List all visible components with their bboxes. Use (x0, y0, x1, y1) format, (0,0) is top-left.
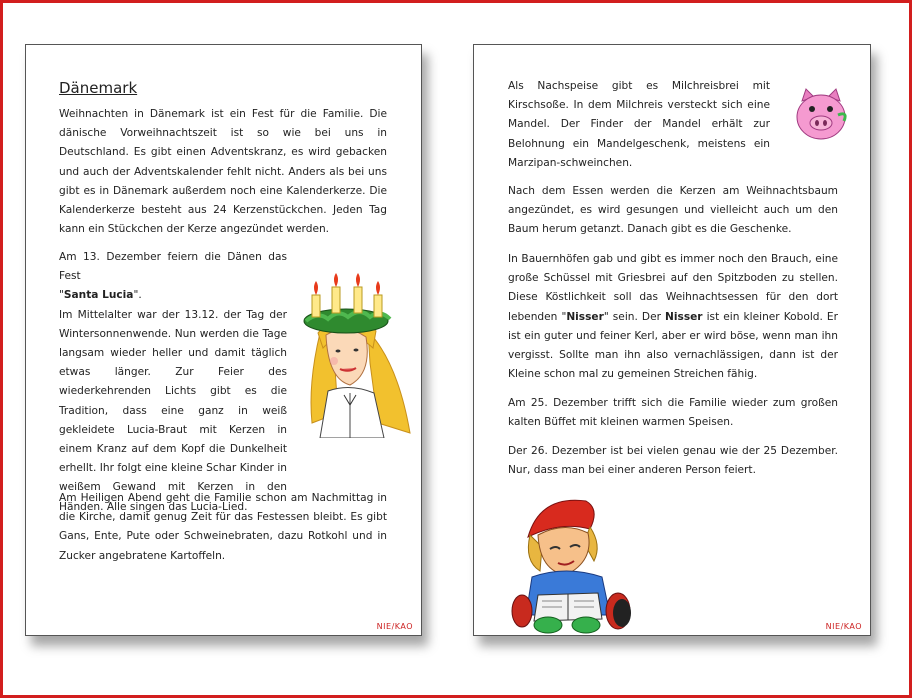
page-title: Dänemark (59, 79, 138, 97)
tree-paragraph (508, 182, 838, 250)
dec25-paragraph (508, 394, 838, 442)
dessert-paragraph (508, 77, 770, 183)
author-signature: NIE/KAO (825, 622, 862, 631)
lucia-name-line: "Santa Lucia". (59, 289, 142, 302)
lucia-line1: Am 13. Dezember feiern die Dänen das Fest (59, 251, 287, 283)
marzipan-pig-illustration (792, 87, 850, 143)
dec26-paragraph (508, 442, 838, 490)
paragraph-dessert: Als Nachspeise gibt es Milchreisbrei mit Kirschsoße. In dem Milchreis versteckt sich eine Mandel. Der Finder der Mandel erhält zur Belohnung ein Mandelgeschenk, meistens ein Marzipan-schweinchen. (508, 80, 770, 169)
paragraph-dec25: Am 25. Dezember trifft sich die Familie wieder zum großen kalten Büffet mit kleinen warmen Speisen. (508, 397, 838, 429)
lucia-rest: Im Mittelalter war der 13.12. der Tag der Wintersonnenwende. Nun werden die Tage langsam wieder heller und damit täglich etwas länger. Zur Feier des wiederkehrenden Lichts gibt es die Tradition, dass eine ganz in weiß gekleidete Lucia-Braut mit Kerzen in einem Kranz auf dem Kopf die Dunkelheit erhellt. Ihr folgt eine kleine Schar Kinder in weißem Gewand mit Kerzen in den Händen. Alle singen das Lucia-Lied. (59, 308, 287, 513)
worksheet-page-left (25, 44, 422, 636)
paragraph-nisser: In Bauernhöfen gab und gibt es immer noch den Brauch, eine große Schüssel mit Griesbrei auf den Spitzboden zu stellen. Diese Köstlichkeit soll das Weihnachtsessen für den dort lebenden "Nisser" sein. Der Nisser ist ein kleiner Kobold. Er ist ein guter und feiner Kerl, aber er wird böse, wenn man ihn vergisst. Sollte man ihn also vernachlässigen, dann ist der Kleine schon mal zu gemeinen Streichen fähig. (508, 253, 838, 381)
nisser-bold-2: Nisser (665, 310, 703, 323)
santa-lucia-illustration (298, 273, 416, 438)
paragraph-holy-evening: Am Heiligen Abend geht die Familie schon am Nachmittag in die Kirche, damit genug Zeit für das Festessen bleibt. Es gibt Gans, Ente, Pute oder Schweinebraten, dazu Rotkohl und in Zucker angebratene Kartoffeln. (59, 492, 387, 562)
paragraph-dec26: Der 26. Dezember ist bei vielen genau wie der 25 Dezember. Nur, dass man bei einer anderen Person feiert. (508, 445, 838, 477)
nisser-bold-1: Nisser (566, 310, 604, 323)
nisser-paragraph (508, 250, 838, 394)
intro-paragraph (59, 105, 387, 249)
author-signature: NIE/KAO (376, 622, 413, 631)
holy-evening-paragraph (59, 489, 387, 576)
paragraph-advent: Weihnachten in Dänemark ist ein Fest für die Familie. Die dänische Vorweihnachtszeit ist so wie bei uns in Deutschland. Es gibt einen Adventskranz, es wird gebacken und auch der Adventskalender fehlt nicht. Anders als bei uns gibt es in Dänemark außerdem noch eine Kalenderkerze. Die Kalenderkerze besteht aus 24 Kerzenstückchen. Jeden Tag kann ein Stückchen der Kerze angezündet werden. (59, 108, 387, 236)
santa-lucia-bold: Santa Lucia (63, 289, 134, 302)
worksheet-page-right (473, 44, 871, 636)
lucia-paragraph (59, 248, 287, 517)
paragraph-tree: Nach dem Essen werden die Kerzen am Weihnachtsbaum angezündet, es wird gesungen und vielleicht auch um den Baum herum getanzt. Danach gibt es die Geschenke. (508, 185, 838, 236)
nisser-illustration (510, 491, 640, 635)
